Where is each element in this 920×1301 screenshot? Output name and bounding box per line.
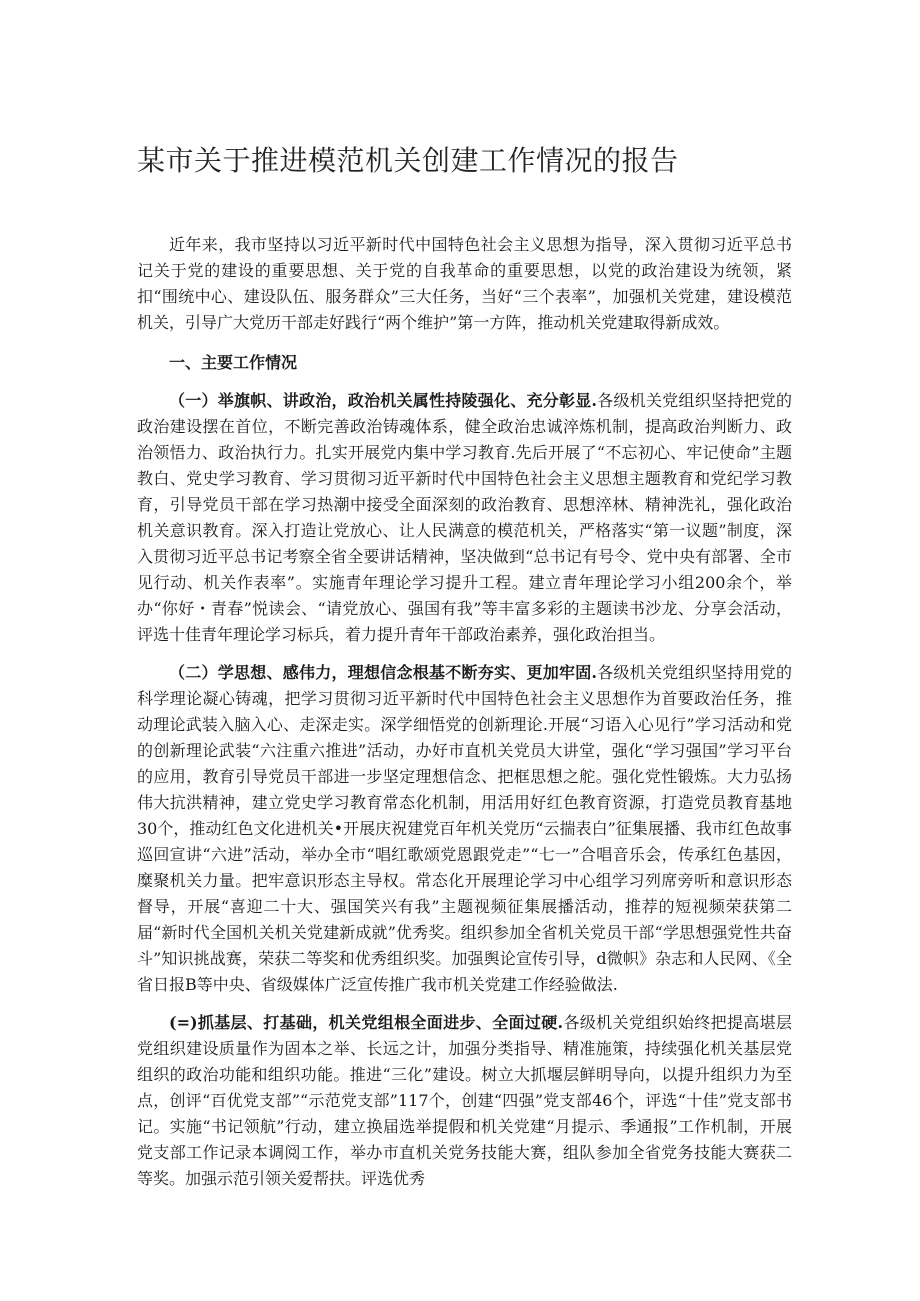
subsection-3-lead: (=)抓基层、打基础，机关党组根全面进步、全面过硬. — [169, 1013, 564, 1032]
subsection-3-paragraph — [137, 1010, 792, 1192]
subsection-2-lead: （二）学思想、感伟力，理想信念根基不断夯实、更加牢固. — [169, 663, 598, 682]
subsection-1-paragraph — [137, 388, 792, 648]
subsection-1-body: 各级机关党组织坚持把党的政治建设摆在首位，不断完善政治铸魂体系，健全政治忠诚淬炼机制，提高政治判断力、政治领悟力、政治执行力。扎实开展党内集中学习教育.先后开展了“不忘初心、牢记使命”主题教白、党史学习教育、学习贯彻习近平新时代中国特色社会主义思想主题教育和党纪学习教育，引导党员干部在学习热潮中接受全面深刻的政治教育、思想淬林、精神洗礼，强化政治机关意识教育。深入打造让党放心、让人民满意的模范机关，严格落实“第一议题”制度，深入贯彻习近平总书记考察全省全要讲话精神，坚决做到“总书记有号令、党中央有部署、全市见行动、机关作表率”。实施青年理论学习提升工程。建立青年理论学习小组200余个，举办“你好・青春”悦读会、“请党放心、强国有我”等丰富多彩的主题读书沙龙、分享会活动，评选十佳青年理论学习标兵，着力提升青年干部政治素养，强化政治担当。 — [137, 391, 792, 644]
subsection-3-body: 各级机关党组织始终把提高堪层党组织建设质量作为固本之举、长远之计，加强分类指导、精准施策，持续强化机关基层党组织的政治功能和组织功能。推进“三化”建设。树立大抓堰层鲜明导向，以提升组织力为至点，创评“百优党支部”“示范党支部”117个，创建“四强”党支部46个，评选“十佳”党支部书记。实施“书记领航”行动，建立换届选举提假和机关党建“月提示、季通报”工作机制，开展党支部工作记录本调阅工作，举办市直机关党务技能大赛，组队参加全省党务技能大赛获二等奖。加强示范引领关爱帮扶。评选优秀 — [137, 1013, 792, 1188]
subsection-2-paragraph — [137, 660, 792, 998]
intro-paragraph: 近年来，我市坚持以习近平新时代中国特色社会主义思想为指导，深入贯彻习近平总书记关于党的建设的重要思想、关于党的自我革命的重要思想，以党的政治建设为统领，紧扣“围统中心、建设队伍、服务群众”三大任务，当好“三个表率”，加强机关党建，建设模范机关，引导广大党历干部走好践行“两个维护”第一方阵，推动机关党建取得新成效。 — [137, 235, 792, 332]
document-title: 某市关于推进模范机关创建工作情况的报告 — [137, 144, 679, 177]
subsection-2-body: 各级机关党组织坚持用党的科学理论凝心铸魂，把学习贯彻习近平新时代中国特色社会主义思想作为首要政治任务，推动理论武装入脑入心、走深走实。深学细悟党的创新理论.开展“习语入心见行”学习活动和党的创新理论武装“六注重六推进”活动，办好市直机关党员大讲堂，强化“学习强国”学习平台的应用，教育引导党员干部进一步坚定理想信念、把框思想之舵。强化党性锻炼。大力弘扬伟大抗洪精神，建立党史学习教育常态化机制，用活用好红色教育资源，打造党员教育基地30个，推动红色文化进机关•开展庆祝建党百年机关党历“云揣表白”征集展播、我市红色故事巡回宣讲“六进”活动，举办全市“唱红歌颂党恩跟党走”“七一”合唱音乐会，传承红色基因，糜聚机关力量。把牢意识形态主导权。常态化开展理论学习中心组学习列席旁听和意识形态督导，开展“喜迎二十大、强国笑兴有我”主题视频征集展播活动，推荐的短视频荣获第二届“新时代全国机关机关党建新成就”优秀奖。组织参加全省机关党员干部“学思想强党性共奋斗”知识挑战赛，荣获二等奖和优秀组织奖。加强舆论宣传引导，d微帜》杂志和人民网、《全省日报B等中央、省级媒体广泛宣传推广我市机关党建工作经验做法. — [137, 663, 792, 994]
subsection-1-lead: （一）举旗帜、讲政治，政治机关属性持陵强化、充分彰显. — [169, 391, 598, 410]
document-body — [137, 232, 792, 1192]
section-heading-main-work: 一、主要工作情况 — [169, 353, 298, 372]
